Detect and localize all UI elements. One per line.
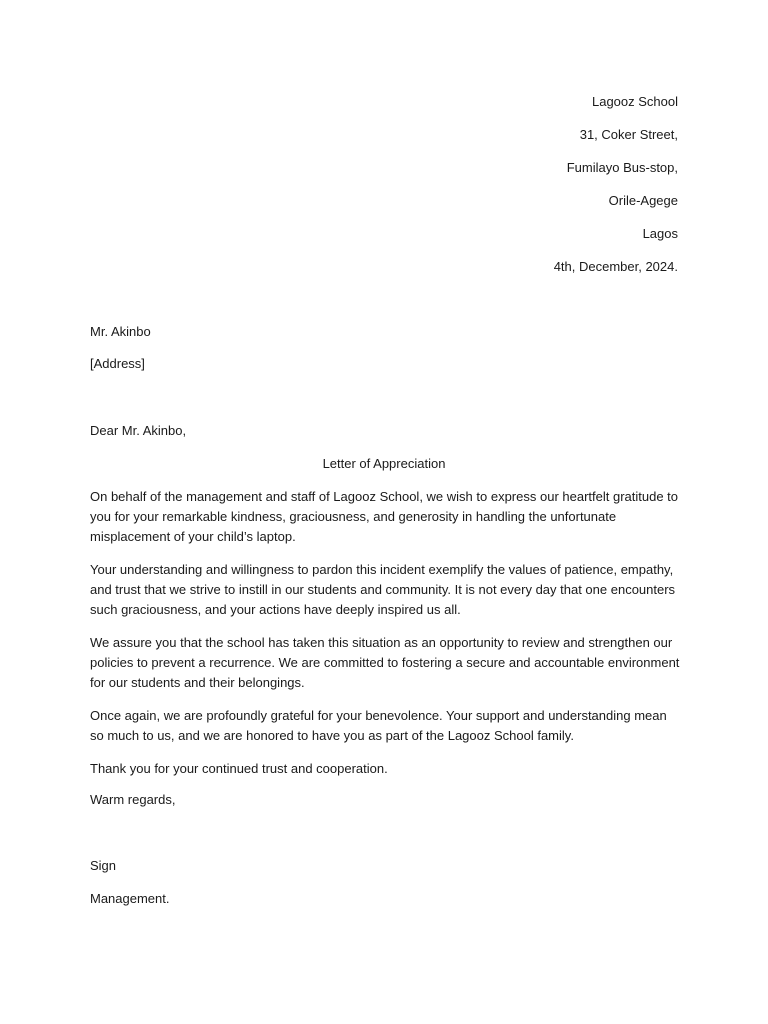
letter-subject: Letter of Appreciation bbox=[322, 456, 446, 471]
sender-address-block bbox=[554, 93, 678, 291]
letter-body bbox=[90, 487, 680, 792]
sender-bus-stop: Fumilayo Bus-stop, bbox=[566, 160, 678, 175]
sign-label: Sign bbox=[90, 858, 117, 873]
body-paragraph-5: Thank you for your continued trust and cooperation. bbox=[90, 761, 388, 776]
recipient-name: Mr. Akinbo bbox=[90, 324, 151, 339]
recipient-block bbox=[90, 323, 151, 387]
recipient-address: [Address] bbox=[90, 356, 145, 371]
body-paragraph-1: On behalf of the management and staff of Lagooz School, we wish to express our heartfelt gratitude to you for your remarkable kindness, graciousness, and generosity in handling the unfortunate misplacement of your child’s laptop. bbox=[90, 489, 679, 544]
sender-city: Lagos bbox=[642, 226, 678, 241]
sender-street: 31, Coker Street, bbox=[579, 127, 678, 142]
sender-area: Orile-Agege bbox=[608, 193, 678, 208]
closing: Warm regards, bbox=[90, 792, 176, 807]
body-paragraph-3: We assure you that the school has taken this situation as an opportunity to review and strengthen our policies to prevent a recurrence. We are committed to fostering a secure and accountable environment for our students and their belongings. bbox=[90, 635, 680, 690]
body-paragraph-4: Once again, we are profoundly grateful for your benevolence. Your support and understanding mean so much to us, and we are honored to have you as part of the Lagooz School family. bbox=[90, 708, 667, 743]
signatory: Management. bbox=[90, 891, 170, 906]
body-paragraph-2: Your understanding and willingness to pardon this incident exemplify the values of patience, empathy, and trust that we strive to instill in our students and community. It is not every day that one encounters such graciousness, and your actions have deeply inspired us all. bbox=[90, 562, 676, 617]
letter-date: 4th, December, 2024. bbox=[553, 259, 678, 274]
sender-school-name: Lagooz School bbox=[591, 94, 678, 109]
salutation: Dear Mr. Akinbo, bbox=[90, 423, 187, 438]
